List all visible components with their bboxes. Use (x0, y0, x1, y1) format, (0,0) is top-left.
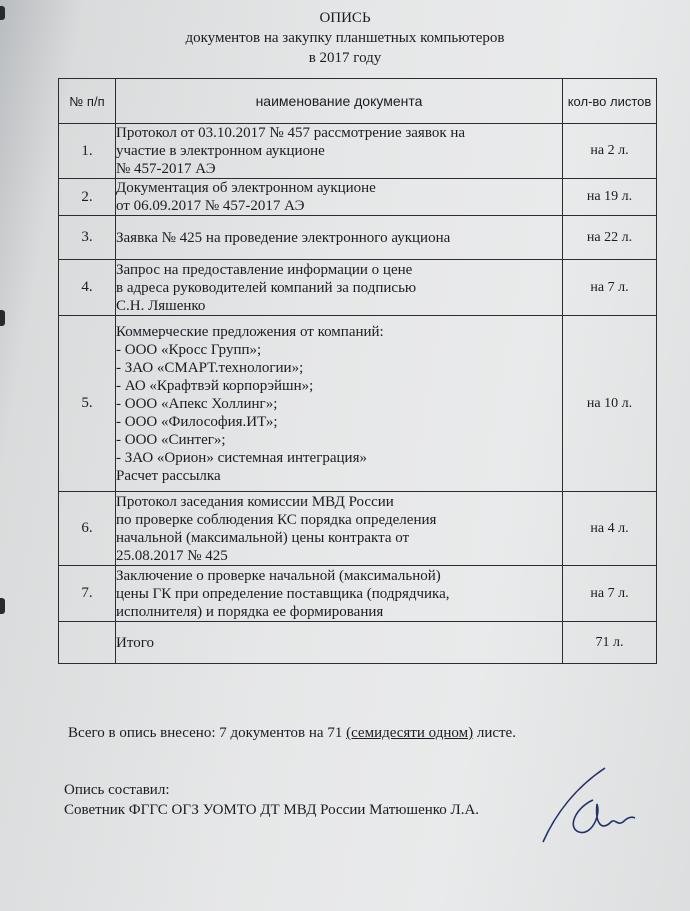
document-name-line: 25.08.2017 № 425 (116, 547, 228, 564)
sheet-count: на 19 л. (563, 179, 657, 216)
row-number: 6. (59, 492, 116, 566)
summary-prefix: Всего в опись внесено: 7 документов на 71 (68, 725, 347, 741)
document-name-line: - ООО «Философия.ИТ»; (116, 413, 278, 430)
document-name-line: Итого (116, 634, 154, 651)
document-name-line: - АО «Крафтвэй корпорэйшн»; (116, 377, 314, 394)
document-name-line: - ООО «Апекс Холлинг»; (116, 395, 278, 412)
table-row (59, 566, 657, 622)
document-name-line: участие в электронном аукционе (116, 143, 325, 159)
document-subtitle: документов на закупку планшетных компьютеров (185, 30, 505, 46)
table-row (59, 216, 657, 260)
binder-hole-mark (0, 598, 5, 614)
document-name-line: Протокол заседания комиссии МВД России (116, 493, 394, 510)
row-number (59, 622, 116, 664)
document-name-line: начальной (максимальной) цены контракта от (116, 529, 410, 546)
document-name-line: цены ГК при определение поставщика (подрядчика, (116, 585, 450, 602)
column-header-name: наименование документа (116, 79, 563, 124)
row-number: 1. (59, 124, 116, 179)
table-row (59, 622, 657, 664)
table-body (59, 124, 657, 664)
document-name-line: в адреса руководителей компаний за подписью (116, 279, 417, 296)
document-name (116, 566, 563, 622)
document-title: ОПИСЬ (319, 10, 371, 26)
document-name-line: Коммерческие предложения от компаний: (116, 323, 384, 340)
document-name-line: Документация об электронном аукционе (116, 180, 376, 196)
inventory-table (58, 78, 657, 664)
sheet-count: на 7 л. (563, 260, 657, 316)
document-name-line: С.Н. Ляшенко (116, 297, 206, 314)
document-name-line: Запрос на предоставление информации о цене (116, 261, 413, 278)
document-name (116, 124, 563, 179)
document-name-line: Расчет рассылка (116, 467, 221, 484)
document-name-line: Заявка № 425 на проведение электронного аукциона (116, 229, 451, 246)
table-row (59, 316, 657, 492)
sheet-count: на 7 л. (563, 566, 657, 622)
document-name (116, 260, 563, 316)
binder-hole-mark (0, 310, 5, 326)
document-name-line: - ЗАО «СМАРТ.технологии»; (116, 359, 304, 376)
document-name (116, 622, 563, 664)
document-name (116, 492, 563, 566)
table-row (59, 124, 657, 179)
compiler-name: Советник ФГГС ОГЗ УОМТО ДТ МВД России Матюшенко Л.А. (64, 802, 480, 818)
document-name (116, 216, 563, 260)
document-year: в 2017 году (308, 50, 382, 66)
document-name-line: № 457-2017 АЭ (116, 161, 216, 177)
document-name-line: Протокол от 03.10.2017 № 457 рассмотрение заявок на (116, 125, 466, 141)
document-name-line: - ООО «Синтег»; (116, 431, 226, 448)
summary-words: (семидесяти одном) (346, 725, 474, 741)
document-name-line: от 06.09.2017 № 457-2017 АЭ (116, 198, 305, 214)
sheet-count: на 4 л. (563, 492, 657, 566)
document-name-line: - ЗАО «Орион» системная интеграция» (116, 449, 367, 466)
handwritten-signature (535, 760, 645, 850)
sheet-count: 71 л. (563, 622, 657, 664)
compiled-by-label: Опись составил: (64, 782, 170, 798)
row-number: 7. (59, 566, 116, 622)
column-header-sheets: кол-во листов (563, 79, 657, 124)
table-header-row (59, 79, 657, 124)
row-number: 2. (59, 179, 116, 216)
document-name (116, 316, 563, 492)
document-name-line: исполнителя) и порядка ее формирования (116, 603, 384, 620)
sheet-count: на 2 л. (563, 124, 657, 179)
document-name-line: по проверке соблюдения КС порядка определения (116, 511, 437, 528)
sheet-count: на 10 л. (563, 316, 657, 492)
row-number: 4. (59, 260, 116, 316)
row-number: 5. (59, 316, 116, 492)
sheet-count: на 22 л. (563, 216, 657, 260)
row-number: 3. (59, 216, 116, 260)
column-header-number: № п/п (59, 79, 116, 124)
document-name-line: Заключение о проверке начальной (максимальной) (116, 567, 441, 584)
summary-line (68, 725, 516, 742)
document-name-line: - ООО «Кросс Групп»; (116, 341, 262, 358)
table-row (59, 492, 657, 566)
table-row (59, 179, 657, 216)
document-name (116, 179, 563, 216)
summary-suffix: листе. (473, 725, 516, 741)
table-row (59, 260, 657, 316)
